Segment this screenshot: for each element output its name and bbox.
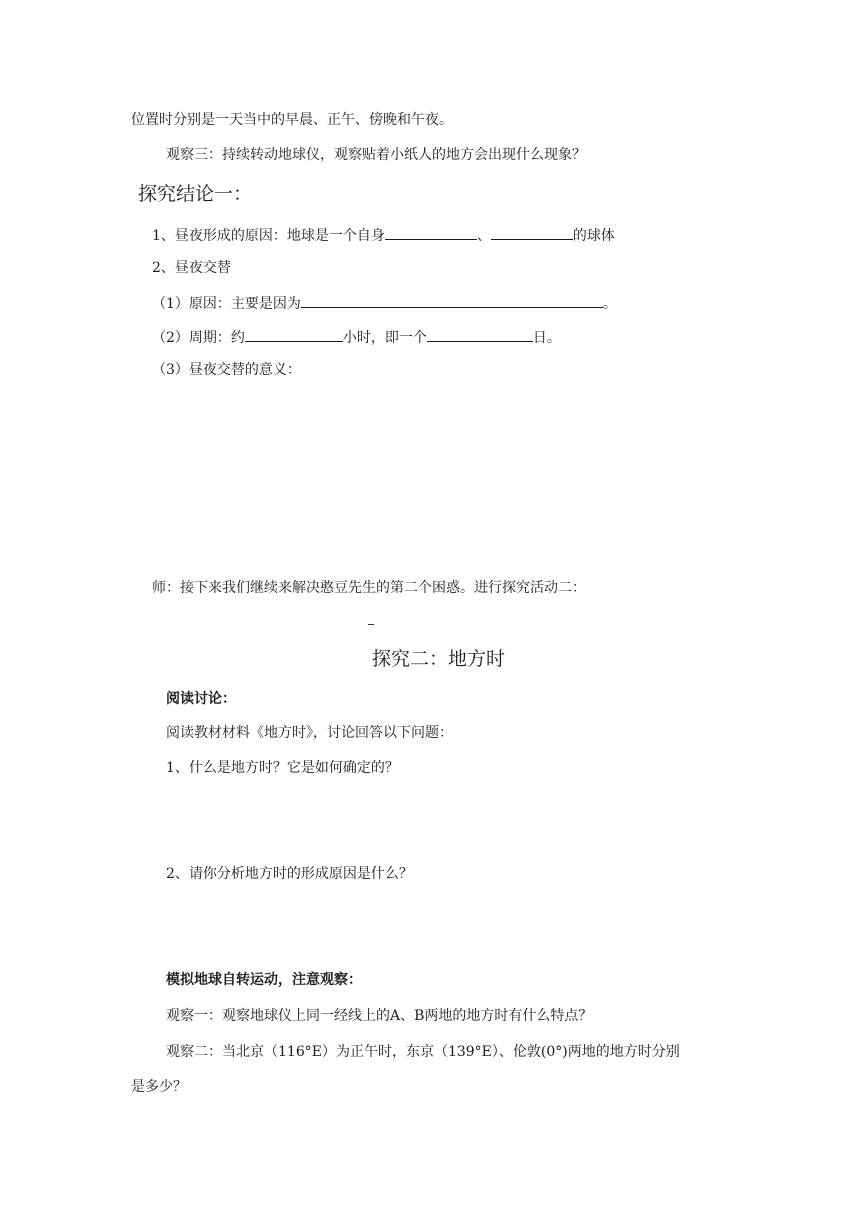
question-1-suffix: 的球体 [572, 228, 615, 244]
question-2b [152, 326, 561, 348]
reading-discussion-heading: 阅读讨论： [166, 691, 236, 707]
observation-two-continued: 是多少？ [131, 1079, 187, 1095]
answer-blank[interactable] [427, 326, 533, 342]
answer-blank[interactable] [385, 224, 477, 240]
question-2b-suffix: 日。 [532, 330, 561, 346]
observation-three: 观察三：持续转动地球仪，观察贴着小纸人的地方会出现什么现象？ [166, 147, 586, 163]
teacher-line: 师：接下来我们继续来解决憨豆先生的第二个困惑。进行探究活动二： [152, 580, 586, 596]
reading-question-2: 2、请你分析地方时的形成原因是什么？ [166, 866, 413, 882]
reading-description: 阅读教材材料《地方时》，讨论回答以下问题： [166, 725, 453, 741]
question-2a-prefix: （1）原因：主要是因为 [152, 296, 301, 312]
question-2c: （3）昼夜交替的意义： [152, 362, 301, 378]
heading-conclusion-one: 探究结论一： [138, 183, 253, 205]
question-2b-prefix: （2）周期：约 [152, 330, 245, 346]
observation-two: 观察二：当北京（116°E）为正午时，东京（139°E）、伦敦(0°)两地的地方时分别 [166, 1044, 680, 1060]
answer-blank[interactable] [301, 292, 603, 308]
observation-one: 观察一：观察地球仪上同一经线上的A、B两地的地方时有什么特点？ [166, 1008, 593, 1024]
answer-blank[interactable] [245, 326, 343, 342]
question-2: 2、昼夜交替 [152, 260, 231, 276]
question-2a-suffix: 。 [602, 296, 617, 312]
question-1 [152, 224, 615, 246]
question-2a [152, 292, 617, 314]
answer-blank[interactable] [491, 224, 573, 240]
simulation-heading: 模拟地球自转运动，注意观察： [166, 972, 362, 988]
question-1-prefix: 1、昼夜形成的原因：地球是一个自身 [152, 228, 385, 244]
text-line: 位置时分别是一天当中的早晨、正午、傍晚和午夜。 [131, 112, 453, 128]
heading-section-two: 探究二：地方时 [372, 648, 506, 670]
divider-mark [368, 624, 374, 625]
question-2b-middle: 小时，即一个 [342, 330, 427, 346]
separator: 、 [476, 228, 491, 244]
reading-question-1: 1、什么是地方时？它是如何确定的？ [166, 760, 399, 776]
